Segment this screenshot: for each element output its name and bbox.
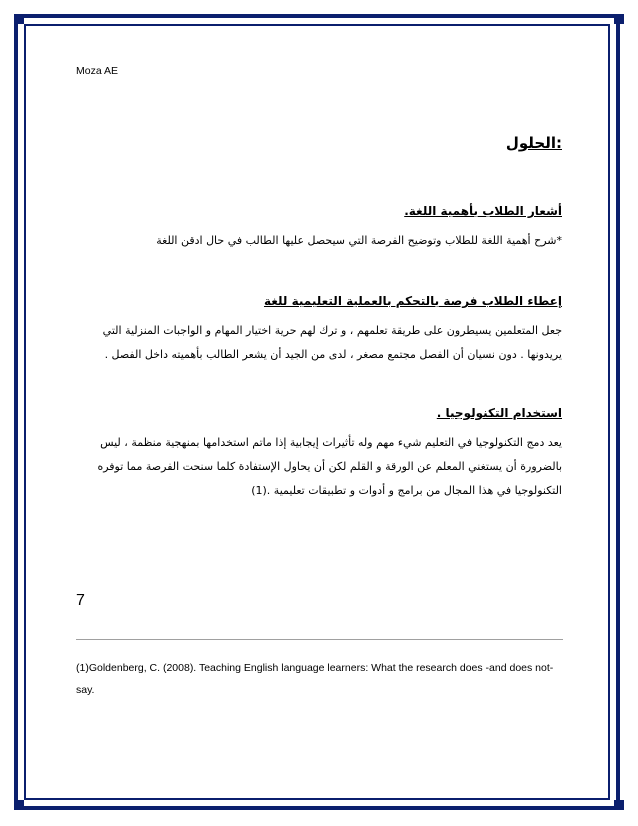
section1-text: *شرح أهمية اللغة للطلاب وتوضيح الفرصة التي سيحصل عليها الطالب في حال ادقن اللغة xyxy=(156,234,562,247)
footnote: (1)Goldenberg, C. (2008). Teaching English language learners: What the research does -and does not-say. xyxy=(76,662,554,696)
border-corner xyxy=(614,14,624,24)
section3-line1: يعد دمج التكنولوجيا في التعليم شيء مهم وله تأثيرات إيجابية إذا ماتم استخدامها بمنهجية منظمة ، ليس xyxy=(100,436,562,449)
section1-heading: أشعار الطلاب بأهمية اللغة. xyxy=(404,204,562,218)
border-corner xyxy=(14,800,24,810)
footnote-divider xyxy=(76,639,563,640)
section3-line3: التكنولوجيا في هذا المجال من برامج و أدوات و تطبيقات تعليمية .(1) xyxy=(251,484,562,497)
section3-heading: استخدام التكنولوجيا . xyxy=(436,406,562,420)
border-corner xyxy=(14,14,24,24)
page-number: 7 xyxy=(76,592,85,609)
page-title: :الحلول xyxy=(505,134,562,152)
section2-line1: جعل المتعلمين يسيطرون على طريقة تعلمهم ، و ترك لهم حرية اختيار المهام و الواجبات المنزلية التي xyxy=(102,324,562,337)
border-corner xyxy=(614,800,624,810)
section3-line2: بالضرورة أن يستغني المعلم عن الورقة و القلم لكن أن يحاول الإستفادة كلما سنحت الفرصة مما توفره xyxy=(97,460,562,473)
section2-heading: إعطاء الطلاب فرصة بالتحكم بالعملية التعليمية للغة xyxy=(263,294,562,308)
section2-line2: يريدونها . دون نسيان أن الفصل مجتمع مصغر ، لدى من الجيد أن يشعر الطالب بأهميته داخل الفصل . xyxy=(104,348,562,361)
header-author: Moza AE xyxy=(76,65,119,77)
